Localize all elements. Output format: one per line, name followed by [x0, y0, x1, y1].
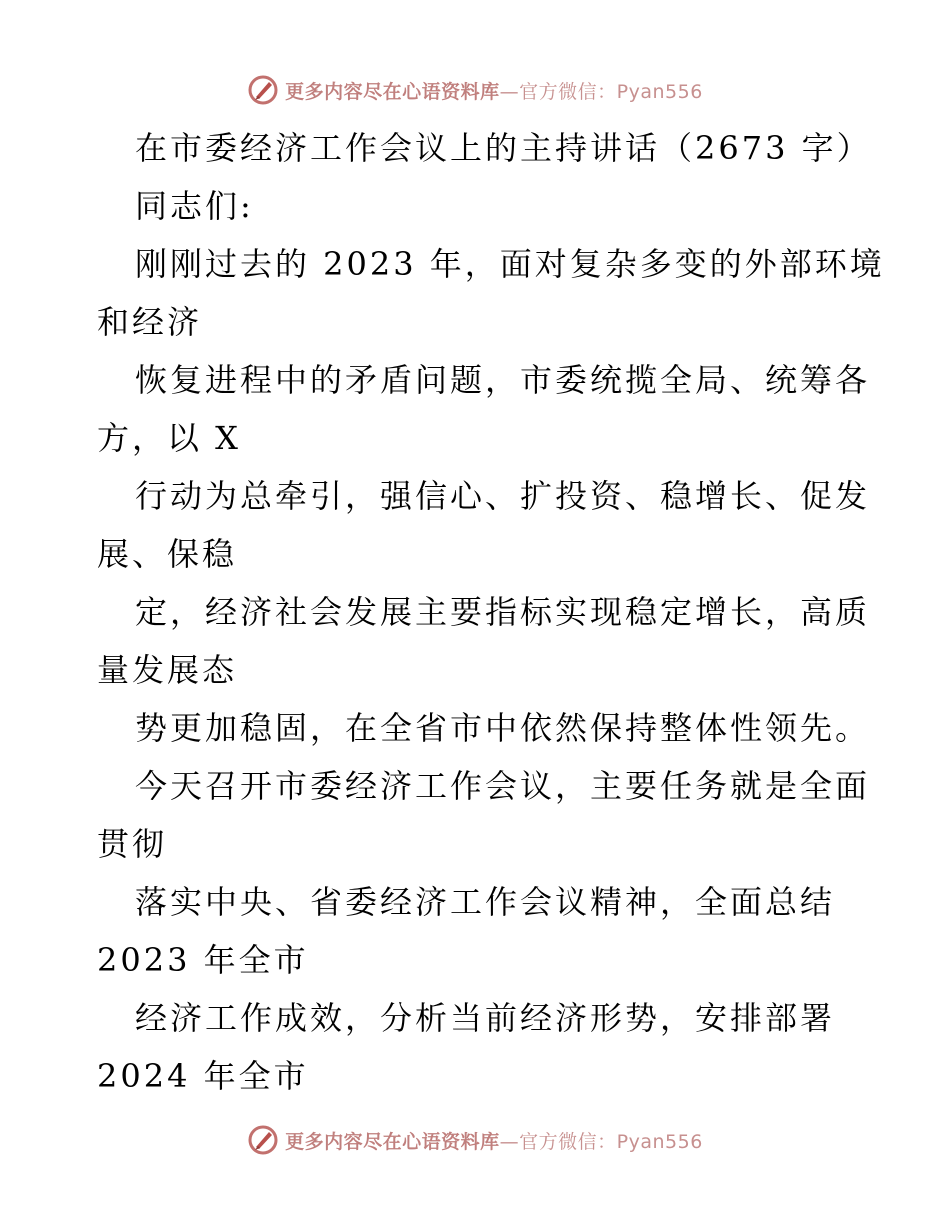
- banner-text: [285, 1127, 703, 1154]
- paragraph-line: 落实中央、省委经济工作会议精神，全面总结: [135, 883, 836, 921]
- paragraph-line: 展、保稳: [97, 535, 238, 573]
- paragraph-line: 2024 年全市: [97, 1057, 309, 1095]
- quill-pen-logo-icon: [247, 74, 279, 106]
- document-title: 在市委经济工作会议上的主持讲话（2673 字）: [135, 129, 872, 167]
- banner-site-name: 更多内容尽在心语资料库: [285, 80, 500, 103]
- paragraph-line: 定，经济社会发展主要指标实现稳定增长，高质: [135, 593, 871, 631]
- paragraph-line: 贯彻: [97, 825, 168, 863]
- paragraph-line: 量发展态: [97, 651, 238, 689]
- paragraph-line: 势更加稳固，在全省市中依然保持整体性领先。: [135, 709, 871, 747]
- paragraph-line: 刚刚过去的 2023 年，面对复杂多变的外部环境: [135, 245, 885, 283]
- paragraph-line: 方，以 X: [97, 419, 241, 457]
- paragraph-line: 2023 年全市: [97, 941, 309, 979]
- banner-site-name: 更多内容尽在心语资料库: [285, 1130, 500, 1153]
- footer-banner: [0, 1120, 950, 1160]
- paragraph-line: 恢复进程中的矛盾问题，市委统揽全局、统筹各: [135, 361, 871, 399]
- salutation: 同志们:: [135, 187, 254, 225]
- header-banner: [0, 70, 950, 110]
- banner-wechat: —官方微信：Pyan556: [499, 1130, 703, 1153]
- paragraph-line: 和经济: [97, 303, 203, 341]
- paragraph-line: 行动为总牵引，强信心、扩投资、稳增长、促发: [135, 477, 871, 515]
- banner-text: [285, 77, 703, 104]
- paragraph-line: 今天召开市委经济工作会议，主要任务就是全面: [135, 767, 871, 805]
- banner-wechat: —官方微信：Pyan556: [499, 80, 703, 103]
- quill-pen-logo-icon: [247, 1124, 279, 1156]
- paragraph-line: 经济工作成效，分析当前经济形势，安排部署: [135, 999, 836, 1037]
